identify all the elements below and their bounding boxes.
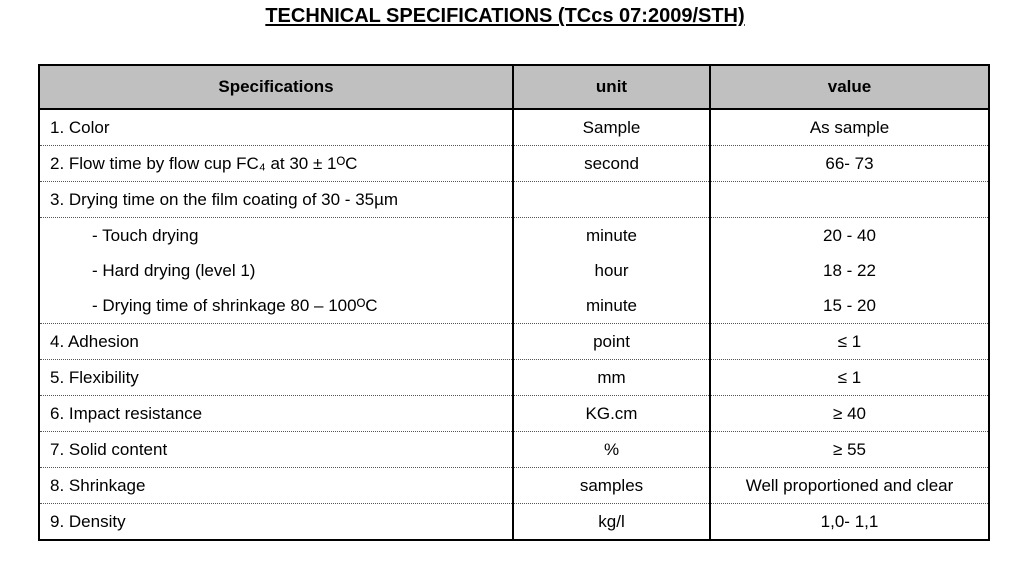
table-row [39,288,989,324]
unit-cell: mm [513,360,710,396]
specifications-table [38,64,990,541]
value-cell: Well proportioned and clear [710,468,989,504]
table-row [39,396,989,432]
page-title: TECHNICAL SPECIFICATIONS (TCcs 07:2009/STH) [265,5,745,27]
table-header-row [39,65,989,109]
value-cell: As sample [710,109,989,146]
table-row [39,182,989,218]
spec-cell: 2. Flow time by flow cup FC₄ at 30 ± 1ᴼC [39,146,513,182]
value-cell: ≤ 1 [710,324,989,360]
unit-cell: point [513,324,710,360]
unit-cell: minute [513,288,710,324]
value-cell: ≥ 55 [710,432,989,468]
value-cell: 1,0- 1,1 [710,504,989,541]
table-row [39,324,989,360]
unit-cell: kg/l [513,504,710,541]
spec-cell: - Touch drying [92,225,199,245]
value-cell: ≤ 1 [710,360,989,396]
value-cell: 18 - 22 [710,253,989,288]
value-cell: 66- 73 [710,146,989,182]
unit-cell: hour [513,253,710,288]
table-row [39,109,989,146]
spec-cell: - Drying time of shrinkage 80 – 100ᴼC [39,288,513,324]
value-cell: 20 - 40 [710,218,989,254]
table-row [39,432,989,468]
unit-cell: % [513,432,710,468]
unit-cell [513,182,710,218]
spec-cell: 9. Density [50,511,126,531]
table-row [39,253,989,288]
unit-cell: samples [513,468,710,504]
table-row [39,504,989,541]
table-row [39,218,989,254]
spec-cell: 8. Shrinkage [39,468,513,504]
spec-cell: 5. Flexibility [39,360,513,396]
table-row [39,146,989,182]
header-value: value [710,65,989,109]
value-cell: 15 - 20 [710,288,989,324]
unit-cell: minute [513,218,710,254]
spec-cell: 4. Adhesion [39,324,513,360]
spec-cell: 7. Solid content [39,432,513,468]
unit-cell: second [513,146,710,182]
spec-cell: - Hard drying (level 1) [92,260,256,280]
value-cell: ≥ 40 [710,396,989,432]
table-row [39,468,989,504]
unit-cell: KG.cm [513,396,710,432]
spec-cell: 6. Impact resistance [39,396,513,432]
spec-cell: 1. Color [39,109,513,146]
spec-cell: 3. Drying time on the film coating of 30 - 35µm [39,182,513,218]
table-row [39,360,989,396]
value-cell [710,182,989,218]
header-specifications: Specifications [39,65,513,109]
unit-cell: Sample [513,109,710,146]
header-unit: unit [513,65,710,109]
